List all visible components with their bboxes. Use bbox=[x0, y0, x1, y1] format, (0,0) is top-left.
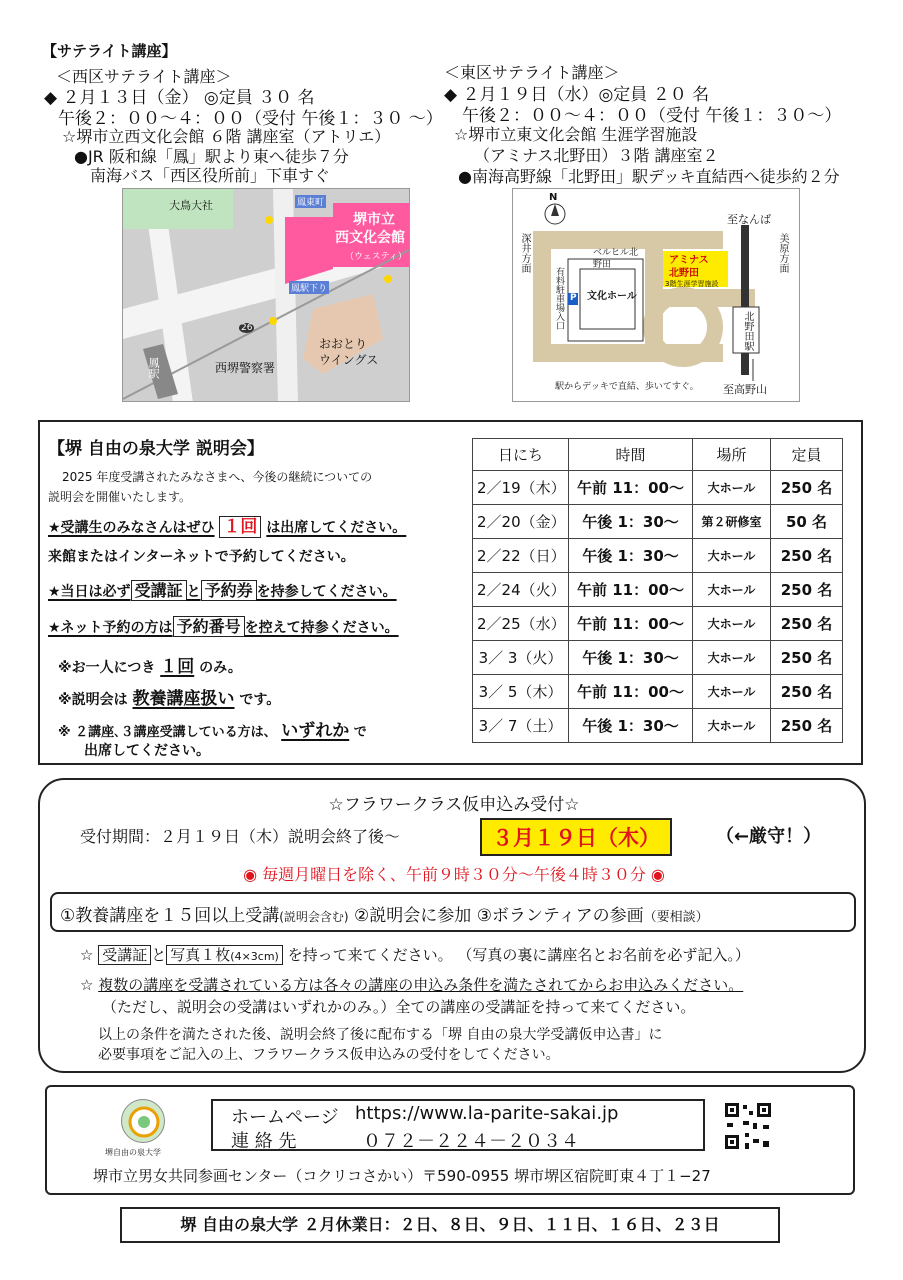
east-map-deck-note: 駅からデッキで直結、歩いてすぐ。 bbox=[555, 382, 699, 392]
east-venue: ☆堺市立東文化会館 生涯学習施設 bbox=[454, 125, 698, 144]
cell-place: 大ホール bbox=[693, 641, 771, 675]
cell-place: 大ホール bbox=[693, 709, 771, 743]
cell-place: 第２研修室 bbox=[693, 505, 771, 539]
east-map-aminasu-3: 3階生涯学習施設 bbox=[665, 280, 719, 288]
line-net bbox=[48, 614, 399, 637]
line-either bbox=[58, 716, 367, 741]
hp-label: ホームページ bbox=[231, 1107, 339, 1128]
note2-line1: 複数の講座を受講されている方は各々の講座の申込み条件を満たされてからお申込みください。 bbox=[98, 976, 744, 994]
logo-graphic-icon bbox=[122, 1100, 166, 1144]
cell-date: 2／25（水） bbox=[473, 607, 569, 641]
line-attend-post: は出席してください。 bbox=[266, 520, 407, 536]
line-bring-post: を持参してください。 bbox=[256, 584, 397, 600]
flower-note-3b: 必要事項をご記入の上、フラワークラス仮申込みの受付をしてください。 bbox=[98, 1047, 560, 1063]
map-label-wings-1: おおとり bbox=[319, 337, 368, 351]
flower-note-2b: （ただし、説明会の受講はいずれかのみ。）全ての講座の受講証を持って来てください。 bbox=[102, 998, 696, 1016]
cell-date: 2／22（日） bbox=[473, 539, 569, 573]
line-net-pre: ★ネット予約の方は bbox=[48, 620, 173, 636]
cell-time: 午後 1：30～ bbox=[569, 505, 693, 539]
line-kyoyo bbox=[58, 684, 280, 709]
cell-date: 2／20（金） bbox=[473, 505, 569, 539]
map-label-route: 26 bbox=[241, 323, 253, 333]
map-label-hall-1: 堺市立 bbox=[353, 212, 395, 228]
cell-place: 大ホール bbox=[693, 675, 771, 709]
setsumeikai-intro-1: 2025 年度受講されたみなさまへ、今後の継続についての bbox=[62, 470, 373, 484]
table-row bbox=[473, 675, 843, 709]
cell-capacity: 250 名 bbox=[771, 641, 843, 675]
flower-note-1 bbox=[80, 944, 750, 965]
flower-note-2 bbox=[80, 974, 743, 995]
flower-class-box bbox=[38, 778, 866, 1073]
hp-url-link[interactable]: https://www.la-parite-sakai.jp bbox=[355, 1103, 619, 1124]
setsumeikai-box bbox=[38, 420, 863, 765]
cell-place: 大ホール bbox=[693, 471, 771, 505]
flower-title: ☆フラワークラス仮申込み受付☆ bbox=[328, 795, 580, 815]
east-time: 午後２：００～４：００（受付 午後１：３０～） bbox=[462, 106, 842, 126]
line-either-ul: いずれか bbox=[281, 721, 350, 741]
line-once bbox=[58, 652, 242, 677]
line-reserve: 来館またはインターネットで予約してください。 bbox=[48, 549, 355, 565]
header-place: 場所 bbox=[693, 439, 771, 471]
east-map-fukai: 深井方面 bbox=[519, 233, 530, 273]
west-map bbox=[122, 188, 410, 402]
table-row bbox=[473, 573, 843, 607]
east-map-to-koyasan: 至高野山 bbox=[723, 383, 767, 396]
map-label-otori-higashi: 鳳東町 bbox=[295, 195, 326, 208]
cond-3-small: （要相談） bbox=[643, 910, 709, 925]
cell-place: 大ホール bbox=[693, 539, 771, 573]
east-map-p-mark: P bbox=[570, 293, 577, 303]
west-access-1: ●JR 阪和線「鳳」駅より東へ徒歩７分 bbox=[74, 147, 349, 166]
cell-capacity: 250 名 bbox=[771, 607, 843, 641]
map-label-wings-2: ウイングス bbox=[319, 353, 379, 367]
header-time: 時間 bbox=[569, 439, 693, 471]
flower-period-pre: 受付期間：２月１９日（木）説明会終了後～ bbox=[80, 827, 401, 846]
line-attend bbox=[48, 512, 406, 537]
table-row bbox=[473, 539, 843, 573]
cond-2: ②説明会に参加 bbox=[354, 906, 472, 926]
contact-info-box bbox=[211, 1099, 705, 1151]
map-label-shrine: 大鳥大社 bbox=[169, 199, 213, 212]
line-net-post: を控えて持参ください。 bbox=[244, 620, 399, 636]
east-map-parking: 有料駐車場入口 bbox=[554, 267, 564, 330]
flower-period-date: ３月１９日（木） bbox=[480, 818, 672, 856]
note1-and: と bbox=[151, 946, 167, 964]
line-once-post: のみ。 bbox=[199, 660, 242, 676]
cell-time: 午前 11：00～ bbox=[569, 471, 693, 505]
cell-time: 午前 11：00～ bbox=[569, 573, 693, 607]
cond-3: ③ボランティアの参画 bbox=[476, 906, 644, 926]
cell-place: 大ホール bbox=[693, 607, 771, 641]
west-access-2: 南海バス「西区役所前」下車すぐ bbox=[90, 166, 331, 185]
cell-date: 2／19（木） bbox=[473, 471, 569, 505]
tel-number: ０７２－２２４－２０３４ bbox=[363, 1131, 579, 1152]
satellite-header: 【サテライト講座】 bbox=[42, 42, 177, 60]
note1-paren: （写真の裏に講座名とお名前を必ず記入。） bbox=[457, 946, 750, 964]
flower-period-post: （←厳守！） bbox=[716, 826, 822, 847]
line-either-2: 出席してください。 bbox=[84, 743, 210, 759]
east-map bbox=[512, 188, 800, 402]
setsumeikai-title: 【堺 自由の泉大学 説明会】 bbox=[48, 439, 264, 459]
east-date: ◆ ２月１９日（水）◎定員 ２０ 名 bbox=[444, 85, 710, 105]
line-kyoyo-post: です。 bbox=[239, 692, 281, 708]
cond-1: ①教養講座を１５回以上受講 bbox=[60, 906, 280, 926]
east-map-aminasu-2: 北野田 bbox=[669, 268, 699, 279]
contact-box bbox=[45, 1085, 855, 1195]
logo-caption: 堺自由の泉大学 bbox=[105, 1148, 161, 1157]
cell-time: 午前 11：00～ bbox=[569, 675, 693, 709]
line-bring-box2: 予約券 bbox=[201, 580, 257, 601]
table-row bbox=[473, 641, 843, 675]
note1-size: (4×3cm) bbox=[230, 950, 279, 963]
east-map-north: N bbox=[549, 192, 558, 203]
east-title: ＜東区サテライト講座＞ bbox=[444, 63, 620, 82]
note1-box2 bbox=[166, 945, 283, 965]
header-date: 日にち bbox=[473, 439, 569, 471]
map-label-hall-3: （ウェスティ） bbox=[345, 252, 407, 262]
line-bring bbox=[48, 578, 397, 601]
table-row bbox=[473, 607, 843, 641]
east-map-bunka-hall: 文化ホール bbox=[587, 291, 637, 302]
setsumeikai-intro-2: 説明会を開催いたします。 bbox=[48, 490, 192, 504]
line-kyoyo-ul: 教養講座扱い bbox=[132, 689, 235, 709]
east-map-mihara: 美原方面 bbox=[777, 233, 788, 273]
cell-date: 2／24（火） bbox=[473, 573, 569, 607]
cell-date: 3／ 7（土） bbox=[473, 709, 569, 743]
line-bring-pre: ★当日は必ず bbox=[48, 584, 131, 600]
cell-capacity: 250 名 bbox=[771, 573, 843, 607]
west-venue: ☆堺市立西文化会館 ６階 講座室（アトリエ） bbox=[62, 127, 391, 146]
contact-address: 堺市立男女共同参画センター（コクリコさかい）〒590-0955 堺市堺区宿院町東４丁１−27 bbox=[93, 1167, 711, 1185]
cell-capacity: 250 名 bbox=[771, 675, 843, 709]
line-bring-mid: と bbox=[186, 584, 201, 600]
schedule-header-row bbox=[473, 439, 843, 471]
cell-date: 3／ 5（木） bbox=[473, 675, 569, 709]
map-label-police: 西堺警察署 bbox=[215, 361, 276, 375]
map-label-station: 鳳駅 bbox=[147, 357, 160, 379]
line-net-box: 予約番号 bbox=[173, 616, 245, 637]
east-map-bellhill: ベルヒル北野田 bbox=[593, 248, 639, 270]
flower-hours: ◉ 毎週月曜日を除く、午前９時３０分～午後４時３０分 ◉ bbox=[243, 865, 665, 884]
cell-time: 午前 11：00～ bbox=[569, 607, 693, 641]
schedule-table bbox=[472, 438, 843, 743]
note1-box1: 受講証 bbox=[98, 945, 151, 965]
line-bring-box1: 受講証 bbox=[131, 580, 187, 601]
table-row bbox=[473, 709, 843, 743]
cell-capacity: 50 名 bbox=[771, 505, 843, 539]
cell-capacity: 250 名 bbox=[771, 539, 843, 573]
line-attend-pre: ★受講生のみなさんはぜひ bbox=[48, 520, 215, 536]
east-map-to-namba: 至なんば bbox=[727, 213, 771, 226]
flower-note-3a: 以上の条件を満たされた後、説明会終了後に配布する「堺 自由の泉大学受講仮申込書」に bbox=[98, 1027, 663, 1043]
cell-capacity: 250 名 bbox=[771, 709, 843, 743]
cell-capacity: 250 名 bbox=[771, 471, 843, 505]
university-logo-icon bbox=[121, 1099, 165, 1143]
line-kyoyo-pre: ※説明会は bbox=[58, 692, 128, 708]
tel-label: 連 絡 先 bbox=[231, 1131, 297, 1152]
line-once-pre: ※お一人につき bbox=[58, 660, 156, 676]
map-label-hall-2: 西文化会館 bbox=[335, 230, 405, 246]
map-label-otori-station-down: 鳳駅下り bbox=[289, 281, 329, 294]
west-time: 午後２：００～４：００（受付 午後１：３０ ～） bbox=[58, 109, 443, 129]
east-map-kitanoda-station: 北野田駅 bbox=[742, 311, 753, 351]
west-date: ◆ ２月１３日（金） ◎定員 ３０ 名 bbox=[44, 88, 315, 108]
holiday-notice: 堺 自由の泉大学 ２月休業日：２日、８日、９日、１１日、１６日、２３日 bbox=[120, 1207, 780, 1243]
cell-place: 大ホール bbox=[693, 573, 771, 607]
cell-time: 午後 1：30～ bbox=[569, 539, 693, 573]
line-once-ul: １回 bbox=[160, 657, 195, 677]
line-either-post: で bbox=[353, 725, 367, 740]
flower-conditions bbox=[50, 892, 856, 932]
east-map-aminasu-1: アミナス bbox=[669, 255, 709, 266]
header-capacity: 定員 bbox=[771, 439, 843, 471]
line-attend-box: １回 bbox=[219, 516, 261, 538]
east-venue-2: （アミナス北野田）３階 講座室２ bbox=[474, 146, 719, 165]
table-row bbox=[473, 471, 843, 505]
qr-code-icon bbox=[723, 1101, 773, 1151]
note1-box2-label: 写真１枚 bbox=[170, 946, 231, 964]
note1-post: を持って来てください。 bbox=[287, 946, 453, 964]
east-access: ●南海高野線「北野田」駅デッキ直結西へ徒歩約２分 bbox=[458, 167, 840, 186]
note1-star: ☆ bbox=[80, 946, 94, 964]
west-title: ＜西区サテライト講座＞ bbox=[56, 67, 232, 86]
line-either-pre: ※ ２講座､３講座受講している方は、 bbox=[58, 725, 277, 740]
table-row bbox=[473, 505, 843, 539]
cell-time: 午後 1：30～ bbox=[569, 709, 693, 743]
cell-date: 3／ 3（火） bbox=[473, 641, 569, 675]
note2-star: ☆ bbox=[80, 976, 94, 994]
cell-time: 午後 1：30～ bbox=[569, 641, 693, 675]
cond-1-small: (説明会含む) bbox=[279, 910, 349, 924]
qr-graphic bbox=[723, 1101, 773, 1151]
